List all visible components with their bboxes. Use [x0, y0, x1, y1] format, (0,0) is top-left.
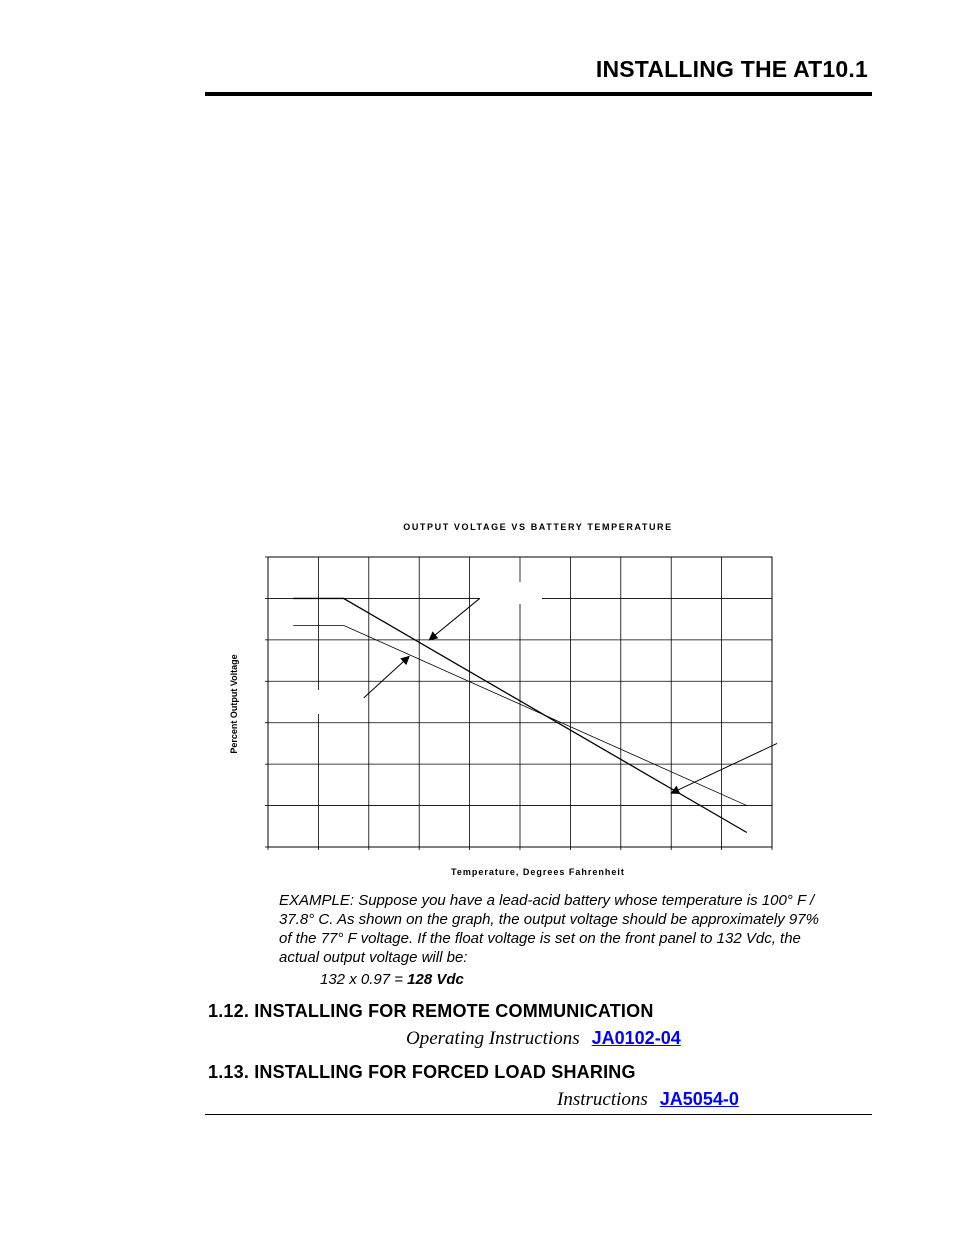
- chart-y-axis-label: Percent Output Voltage: [229, 654, 239, 754]
- calc-prefix: 132 x 0.97 =: [320, 971, 408, 988]
- link-ja0102-04[interactable]: JA0102-04: [591, 1028, 681, 1048]
- chart-title: OUTPUT VOLTAGE VS BATTERY TEMPERATURE: [403, 522, 673, 532]
- chart-series-line-1: [293, 598, 747, 832]
- page-header-title: INSTALLING THE AT10.1: [595, 56, 868, 82]
- link-ja5054-0[interactable]: JA5054-0: [659, 1089, 739, 1109]
- reference-text: Instructions: [557, 1089, 648, 1110]
- reference-forced-load-sharing: [557, 1089, 739, 1111]
- calc-result: 128 Vdc: [407, 971, 464, 988]
- chart-annotation-arrow: [364, 656, 409, 697]
- chart-plot-border: [268, 557, 772, 847]
- reference-text: Operating Instructions: [406, 1028, 580, 1049]
- chart-annotation-box: [318, 690, 366, 714]
- section-heading-forced-load-sharing: 1.13. INSTALLING FOR FORCED LOAD SHARING: [208, 1062, 636, 1082]
- header-rule: [205, 92, 872, 96]
- section-heading-remote-communication: 1.12. INSTALLING FOR REMOTE COMMUNICATION: [208, 1001, 654, 1021]
- example-calculation: [320, 971, 464, 988]
- chart-annotation-arrow: [429, 598, 479, 639]
- chart-annotation-arrow: [671, 743, 777, 793]
- footer-rule: [205, 1114, 872, 1115]
- chart-x-axis-label: Temperature, Degrees Fahrenheit: [451, 867, 625, 877]
- example-paragraph: EXAMPLE: Suppose you have a lead-acid battery whose temperature is 100° F / 37.8° C. As shown on the graph, the output voltage should be approximately 97% of the 77° F voltage. If the float voltage is set on the front panel to 132 Vdc, the actual output voltage will be:: [279, 892, 819, 966]
- reference-remote-communication: [406, 1028, 681, 1050]
- chart-series-line-2: [293, 625, 747, 805]
- chart-annotation-box: [480, 582, 542, 604]
